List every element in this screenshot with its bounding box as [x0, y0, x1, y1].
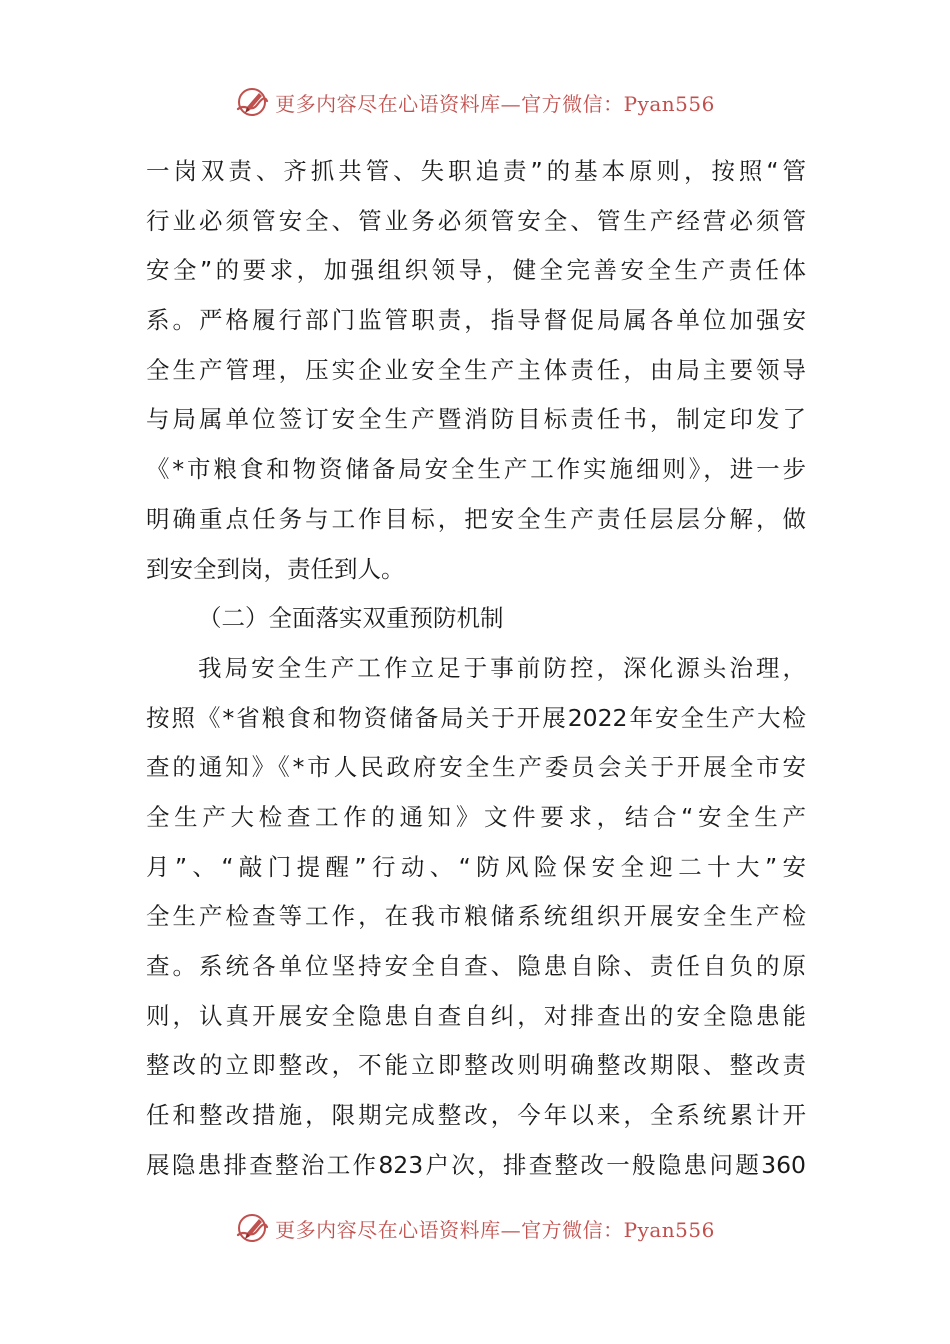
pen-signature-icon — [235, 85, 269, 119]
text-line: 系。严格履行部门监管职责，指导督促局属各单位加强安 — [146, 306, 806, 335]
text-line: 则，认真开展安全隐患自查自纠，对排查出的安全隐患能 — [146, 1001, 806, 1030]
text-line: 我局安全生产工作立足于事前防控，深化源头治理， — [198, 653, 806, 682]
pen-signature-icon — [235, 1211, 269, 1245]
text-line: 行业必须管安全、管业务必须管安全、管生产经营必须管 — [146, 206, 806, 235]
text-line: 全生产管理，压实企业安全生产主体责任，由局主要领导 — [146, 355, 806, 384]
text-line: 全生产检查等工作，在我市粮储系统组织开展安全生产检 — [146, 902, 806, 931]
text-line: 查。系统各单位坚持安全自查、隐患自除、责任自负的原 — [146, 952, 806, 980]
text-line: 整改的立即整改，不能立即整改则明确整改期限、整改责 — [146, 1051, 806, 1080]
watermark-text: 更多内容尽在心语资料库—官方微信：Pyan556 — [275, 1217, 715, 1242]
text-line: 查的通知》《*市人民政府安全生产委员会关于开展全市安 — [146, 753, 806, 782]
text-line: 任和整改措施，限期完成整改，今年以来，全系统累计开 — [146, 1101, 806, 1130]
text-line: 与局属单位签订安全生产暨消防目标责任书，制定印发了 — [146, 405, 806, 434]
document-body — [146, 147, 806, 1190]
text-line: 全生产大检查工作的通知》文件要求，结合“安全生产 — [146, 802, 806, 831]
text-line: 到安全到岗，责任到人。 — [146, 554, 405, 583]
text-line: 展隐患排查整治工作823户次，排查整改一般隐患问题360 — [146, 1150, 806, 1179]
header-watermark — [0, 84, 950, 120]
text-line: 一岗双责、齐抓共管、失职追责”的基本原则，按照“管 — [146, 157, 806, 185]
text-line: 按照《*省粮食和物资储备局关于开展2022年安全生产大检 — [146, 703, 806, 732]
text-line: 明确重点任务与工作目标，把安全生产责任层层分解，做 — [146, 504, 806, 533]
text-line: 《*市粮食和物资储备局安全生产工作实施细则》，进一步 — [146, 455, 806, 484]
watermark-text: 更多内容尽在心语资料库—官方微信：Pyan556 — [275, 91, 715, 116]
text-line: 安全”的要求，加强组织领导，健全完善安全生产责任体 — [146, 256, 806, 285]
footer-watermark — [0, 1210, 950, 1246]
text-line: 月”、“敲门提醒”行动、“防风险保安全迎二十大”安 — [146, 852, 806, 881]
section-heading: （二）全面落实双重预防机制 — [198, 604, 504, 633]
